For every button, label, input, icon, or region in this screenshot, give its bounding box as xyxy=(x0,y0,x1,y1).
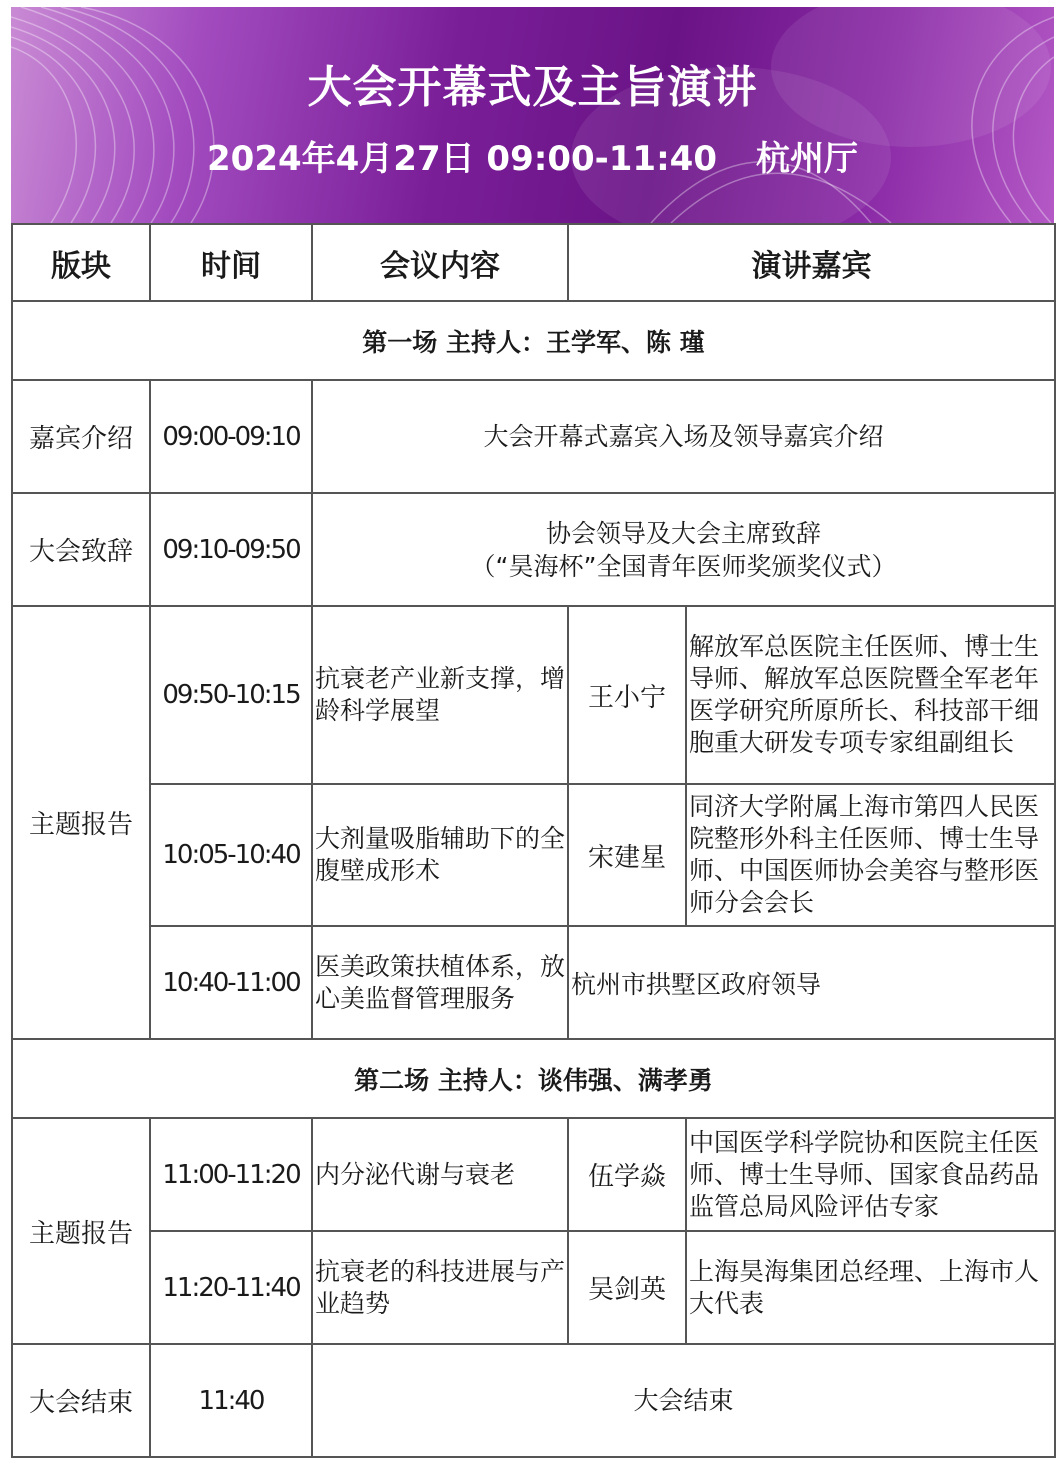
header-banner xyxy=(11,7,1054,223)
topic-cell: 内分泌代谢与衰老 xyxy=(312,1118,568,1231)
schedule-table xyxy=(11,223,1056,1458)
time-cell: 09:10-09:50 xyxy=(150,493,312,606)
time-cell: 11:40 xyxy=(150,1344,312,1457)
content-line: （“昊海杯”全国青年医师奖颁奖仪式） xyxy=(470,551,897,581)
speaker-cell: 王小宁 xyxy=(568,606,686,784)
time-cell: 10:05-10:40 xyxy=(150,784,312,926)
time-cell: 10:40-11:00 xyxy=(150,926,312,1039)
table-row xyxy=(12,606,1055,784)
block-cell: 大会致辞 xyxy=(12,493,150,606)
topic-cell: 抗衰老的科技进展与产业趋势 xyxy=(312,1231,568,1344)
event-date-time: 2024年4月27日 09:00-11:40 xyxy=(207,139,717,179)
topic-cell: 大剂量吸脂辅助下的全腹壁成形术 xyxy=(312,784,568,926)
speaker-cell: 吴剑英 xyxy=(568,1231,686,1344)
column-header-content: 会议内容 xyxy=(312,224,568,301)
time-cell: 11:20-11:40 xyxy=(150,1231,312,1344)
session-row xyxy=(12,301,1055,380)
block-cell: 大会结束 xyxy=(12,1344,150,1457)
content-cell xyxy=(312,493,1055,606)
speaker-cell: 宋建星 xyxy=(568,784,686,926)
content-line: 协会领导及大会主席致辞 xyxy=(545,518,821,548)
speaker-description: 中国医学科学院协和医院主任医师、博士生导师、国家食品药品监管总局风险评估专家 xyxy=(686,1118,1055,1231)
time-cell: 11:00-11:20 xyxy=(150,1118,312,1231)
table-row xyxy=(12,784,1055,926)
time-cell: 09:00-09:10 xyxy=(150,380,312,493)
column-header-block: 版块 xyxy=(12,224,150,301)
table-row xyxy=(12,1118,1055,1231)
session-1-label: 第一场 主持人：王学军、陈 瑾 xyxy=(12,301,1055,380)
block-cell: 嘉宾介绍 xyxy=(12,380,150,493)
speaker-cell: 杭州市拱墅区政府领导 xyxy=(568,926,1055,1039)
table-row xyxy=(12,1344,1055,1457)
table-row xyxy=(12,926,1055,1039)
speaker-description: 同济大学附属上海市第四人民医院整形外科主任医师、博士生导师、中国医师协会美容与整形医师分会会长 xyxy=(686,784,1055,926)
session-row xyxy=(12,1039,1055,1118)
content-cell: 大会结束 xyxy=(312,1344,1055,1457)
table-row xyxy=(12,493,1055,606)
block-cell: 主题报告 xyxy=(12,606,150,1039)
event-venue: 杭州厅 xyxy=(756,139,858,179)
page-title: 大会开幕式及主旨演讲 xyxy=(307,62,758,113)
table-row xyxy=(12,380,1055,493)
wave-decoration xyxy=(11,7,1054,223)
time-cell: 09:50-10:15 xyxy=(150,606,312,784)
topic-cell: 医美政策扶植体系，放心美监督管理服务 xyxy=(312,926,568,1039)
block-cell: 主题报告 xyxy=(12,1118,150,1344)
speaker-description: 上海昊海集团总经理、上海市人大代表 xyxy=(686,1231,1055,1344)
content-cell: 大会开幕式嘉宾入场及领导嘉宾介绍 xyxy=(312,380,1055,493)
speaker-description: 解放军总医院主任医师、博士生导师、解放军总医院暨全军老年医学研究所原所长、科技部干细胞重大研发专项专家组副组长 xyxy=(686,606,1055,784)
session-2-label: 第二场 主持人：谈伟强、满孝勇 xyxy=(12,1039,1055,1118)
column-header-speaker: 演讲嘉宾 xyxy=(568,224,1055,301)
column-header-time: 时间 xyxy=(150,224,312,301)
topic-cell: 抗衰老产业新支撑，增龄科学展望 xyxy=(312,606,568,784)
table-row xyxy=(12,1231,1055,1344)
speaker-cell: 伍学焱 xyxy=(568,1118,686,1231)
table-header-row xyxy=(12,224,1055,301)
